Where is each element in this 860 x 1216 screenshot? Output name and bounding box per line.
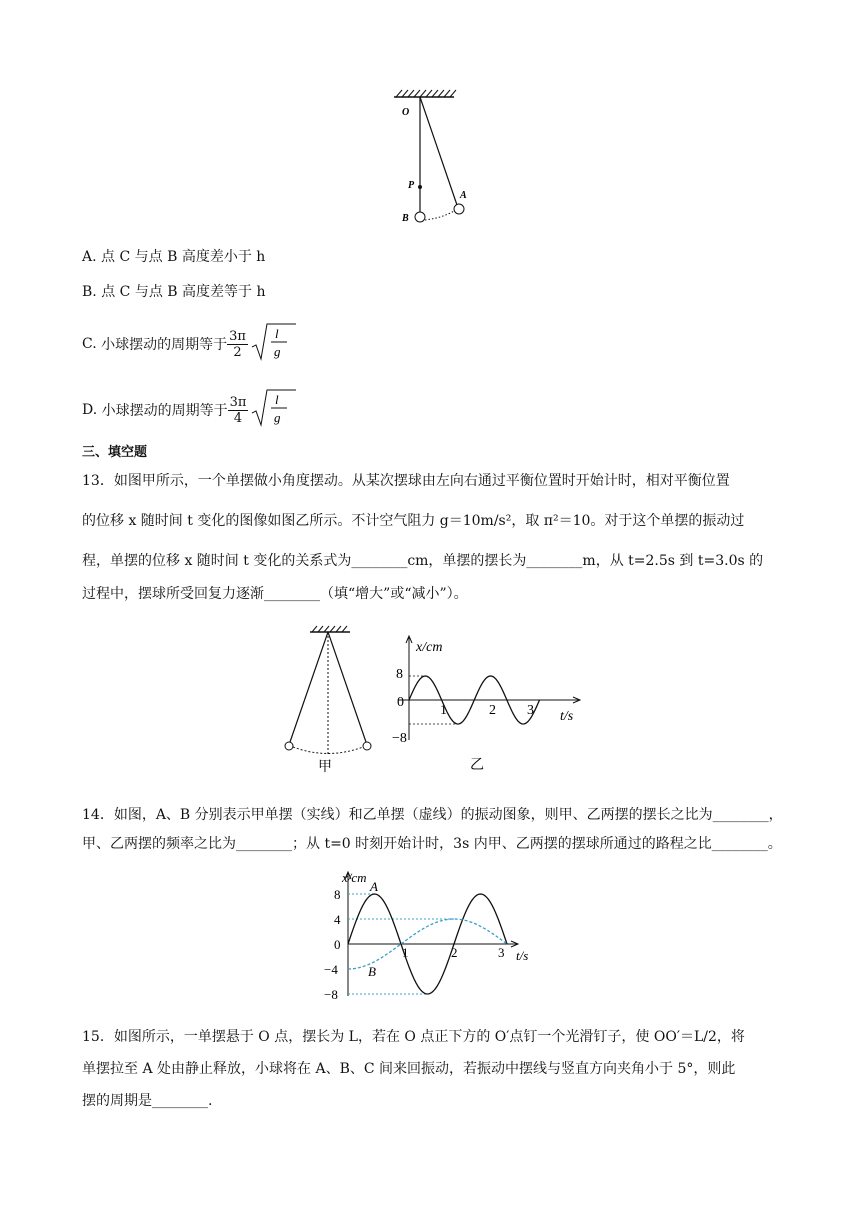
option-a[interactable]: A. 点 C 与点 B 高度差小于 h [82, 249, 266, 265]
chart2-tick-neg8: −8 [324, 987, 338, 1001]
chart1-xlabel: t/s [560, 709, 574, 724]
chart2-tick-neg4: −4 [324, 962, 338, 977]
chart1-tick-3: 3 [527, 703, 534, 718]
chart1-tick-8: 8 [396, 667, 403, 682]
svg-text:g: g [273, 344, 281, 359]
q14-line1: 14．如图，A、B 分别表示甲单摆（实线）和乙单摆（虚线）的振动图象，则甲、乙两摆的摆长之比为________， [82, 807, 783, 823]
q14-chart [318, 866, 548, 1001]
chart2-xlabel: t/s [516, 948, 529, 963]
q15-line1: 15．如图所示，一单摆悬于 O 点，摆长为 L，若在 O 点正下方的 O′点钉一个光滑钉子，使 OO′＝L/2，将 [82, 1029, 745, 1045]
q13-line1: 13．如图甲所示，一个单摆做小角度摆动。从某次摆球由左向右通过平衡位置时开始计时，相对平衡位置 [82, 473, 730, 489]
q13-line3: 程，单摆的位移 x 随时间 t 变化的关系式为________cm，单摆的摆长为________m，从 t=2.5s 到 t=3.0s 的 [82, 553, 764, 569]
q15-line3: 摆的周期是________. [82, 1093, 213, 1109]
fig-jia-label: 甲 [318, 760, 332, 775]
pendulum-string-inclined [420, 97, 457, 205]
fig-yi-chart [392, 628, 592, 773]
label-o: O [402, 107, 410, 118]
svg-text:g: g [274, 410, 281, 425]
chart1-tick-2: 2 [489, 703, 496, 718]
sqrt-expression [251, 387, 297, 433]
q15-line2: 单摆拉至 A 处由静止释放，小球将在 A、B、C 间来回振动，若振动中摆线与竖直方向夹角小于 5°，则此 [82, 1061, 736, 1077]
chart1-ylabel: x/cm [416, 640, 443, 655]
chart2-tick-0: 0 [334, 937, 341, 952]
sqrt-expression [251, 321, 297, 367]
chart1-tick-neg8: −8 [392, 731, 407, 746]
fraction: $\frac{3\pi}{2}$ [229, 328, 246, 360]
chart2-ylabel: x/cm [342, 870, 367, 885]
q13-line4: 过程中，摆球所受回复力逐渐________（填“增大”或“减小”）。 [82, 586, 468, 602]
fraction: $\frac{3\pi}{4}$ [229, 394, 247, 426]
chart2-tick-1: 1 [402, 945, 409, 960]
chart2-label-b: B [368, 964, 376, 979]
chart1-tick-1: 1 [440, 703, 447, 718]
fig-yi-label: 乙 [470, 758, 484, 773]
option-d[interactable]: D. 小球摆动的周期等于 $\frac{3\pi}{4}$ l g [82, 387, 297, 433]
q14-line2: 甲、乙两摆的频率之比为________；从 t=0 时刻开始计时，3s 内甲、乙两摆的摆球所通过的路程之比________。 [82, 836, 782, 852]
q13-line2: 的位移 x 随时间 t 变化的图像如图乙所示。不计空气阻力 g＝10m/s²，取 π²＝10。对于这个单摆的振动过 [82, 513, 745, 529]
svg-text:l: l [275, 392, 280, 407]
label-b: B [402, 213, 409, 224]
option-c[interactable]: C. 小球摆动的周期等于 $\frac{3\pi}{2}$ l g [82, 321, 297, 367]
label-p: P [408, 180, 415, 191]
label-a: A [460, 190, 467, 201]
chart1-origin: 0 [397, 695, 404, 710]
top-pendulum-figure [380, 84, 470, 229]
fig-jia-pendulum [282, 624, 378, 776]
chart2-tick-3: 3 [498, 945, 505, 960]
section-heading: 三、填空题 [82, 445, 148, 460]
svg-text:l: l [274, 326, 279, 341]
option-b[interactable]: B. 点 C 与点 B 高度差等于 h [82, 284, 266, 300]
chart2-label-a: A [370, 879, 378, 894]
chart2-tick-4: 4 [334, 912, 341, 927]
chart2-tick-2: 2 [451, 945, 458, 960]
chart2-tick-8: 8 [334, 887, 341, 902]
